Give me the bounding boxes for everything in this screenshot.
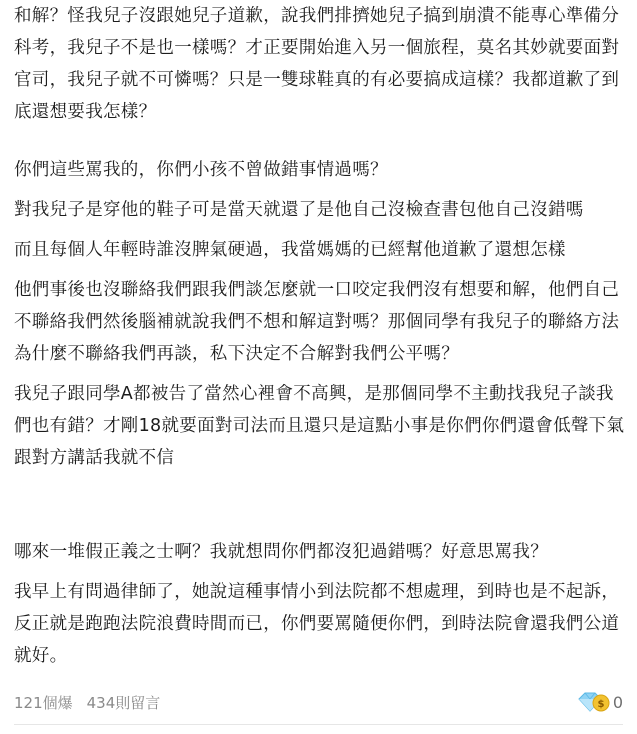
views-count: 121個爆 [14,693,73,712]
post-paragraph: 而且每個人年輕時誰沒脾氣硬過，我當媽媽的已經幫他道歉了還想怎樣 [14,240,566,260]
post-paragraph: 哪來一堆假正義之士啊？我就想問你們都沒犯過錯嗎？好意思罵我？ [14,542,548,562]
post-paragraph: 對我兒子是穿他的鞋子可是當天就還了是他自己沒檢查書包他自己沒錯嗎 [14,200,584,220]
paragraph-spacer [14,474,626,536]
post-paragraph: 我早上有問過律師了，她說這種事情小到法院都不想處理，到時也是不起訴，反正就是跑跑法院浪費時間而已，你們要罵隨便你們，到時法院會還我們公道就好。 [14,582,620,666]
paragraph-spacer [14,186,626,194]
paragraph-spacer [14,568,626,576]
post-footer [14,686,623,718]
post-body [14,0,626,672]
paragraph-spacer [14,266,626,274]
paragraph-spacer [14,370,626,378]
post-paragraph: 和解？怪我兒子沒跟她兒子道歉，說我們排擠她兒子搞到崩潰不能專心準備分科考，我兒子不是也一樣嗎？才正要開始進入另一個旅程，莫名其妙就要面對官司，我兒子就不可憐嗎？只是一雙球鞋真的有必要搞成這樣？我都道歉了到底還想要我怎樣？ [14,6,620,122]
post-paragraph: 你們這些罵我的，你們小孩不曾做錯事情過嗎？ [14,160,388,180]
post-paragraph: 他們事後也沒聯絡我們跟我們談怎麼就一口咬定我們沒有想要和解，他們自己不聯絡我們然後腦補就說我們不想和解這對嗎？那個同學有我兒子的聯絡方法為什麼不聯絡我們再談，私下決定不合解對我們公平嗎？ [14,280,620,364]
paragraph-spacer [14,128,626,154]
footer-divider [14,724,623,725]
coin-reward-button[interactable] [577,691,623,713]
svg-text:$: $ [597,699,605,710]
paragraph-spacer [14,226,626,234]
comments-count[interactable]: 434則留言 [86,693,161,712]
diamond-coin-icon [577,691,611,713]
post-paragraph: 我兒子跟同學A都被告了當然心裡會不高興，是那個同學不主動找我兒子談我們也有錯？才剛18就要面對司法而且還只是這點小事是你們你們還會低聲下氣跟對方講話我就不信 [14,384,625,468]
coin-count: 0 [612,692,623,712]
